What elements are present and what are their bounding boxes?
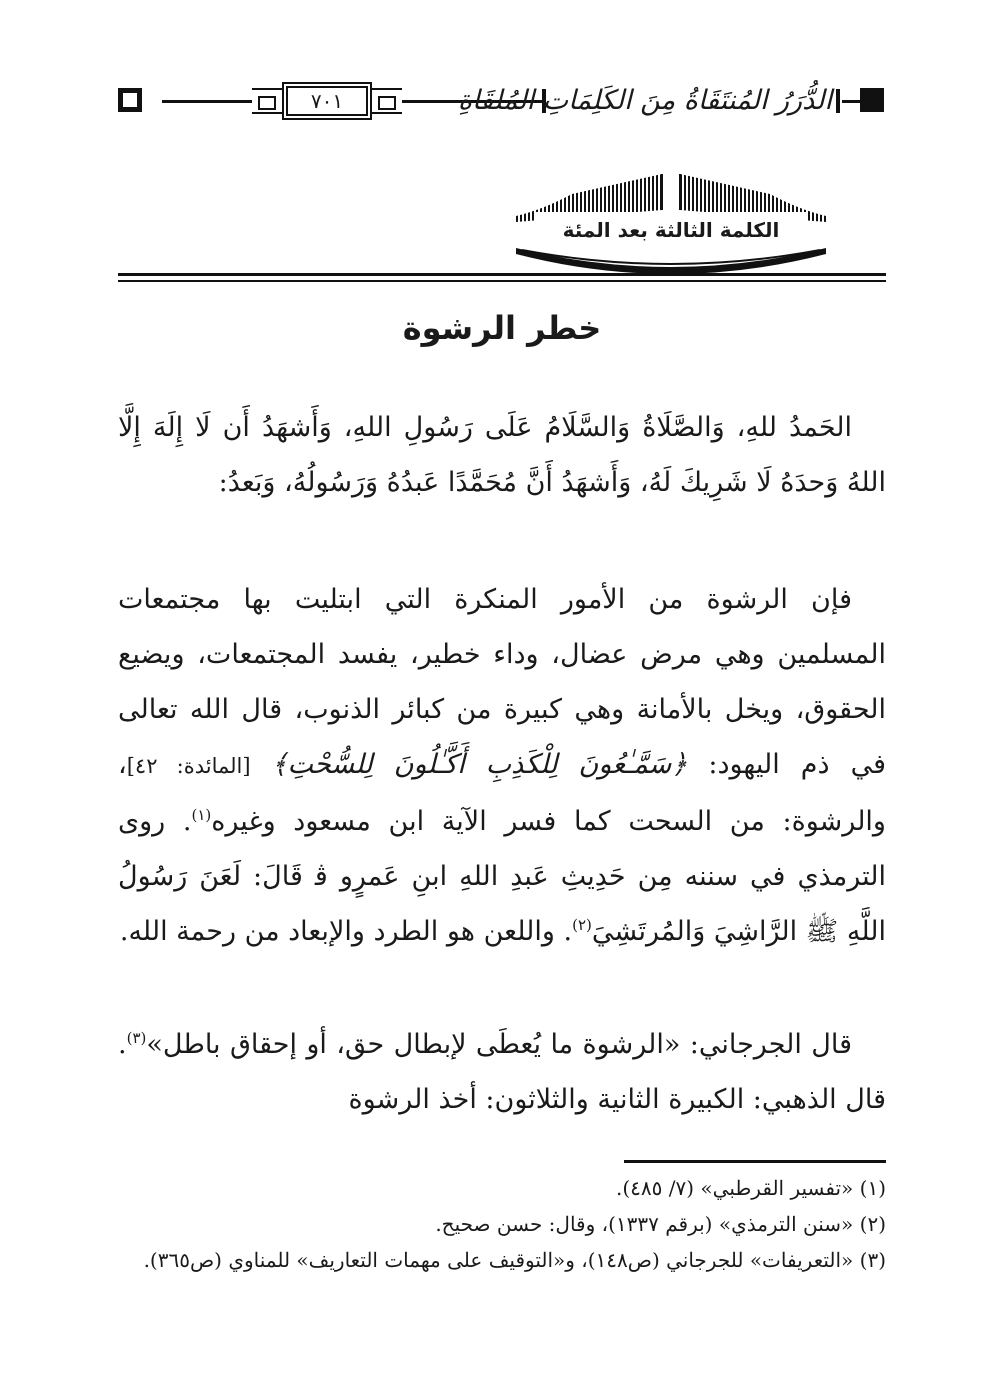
quran-verse: ﴿سَمَّـٰعُونَ لِلْكَذِبِ أَكَّـٰلُونَ لِلسُّحْتِ﴾ [271, 749, 688, 780]
chapter-banner [512, 170, 830, 290]
body-paragraph-2 [118, 572, 886, 959]
opening-paragraph [118, 400, 886, 510]
running-header [118, 72, 884, 132]
header-rule-left [162, 100, 252, 103]
footnote-1: (١) «تفسير القرطبي» (٧/ ٤٨٥). [616, 1176, 886, 1200]
section-divider-top [118, 273, 886, 276]
page-number: ٧٠١ [310, 89, 344, 113]
header-open-square-ornament [118, 88, 142, 112]
footnote-3: (٣) «التعريفات» للجرجاني (ص١٤٨)، و«التوقيف على مهمات التعاريف» للمناوي (ص٣٦٥). [143, 1248, 886, 1272]
article-title: خطر الرشوة [402, 309, 602, 347]
book-title: الدُّرَرُ المُنتَقَاةُ مِنَ الكَلِمَاتِ المُلقَاةِ [457, 85, 832, 116]
paragraph-3-text [118, 1017, 886, 1127]
header-tick-ornament [836, 89, 840, 113]
chapter-label: الكلمة الثالثة بعد المئة [562, 218, 780, 242]
body-paragraph-3 [118, 1017, 886, 1127]
paragraph-3-part-b: . قال الذهبي: الكبيرة الثانية والثلاثون: أخذ الرشوة [118, 1029, 886, 1115]
footnote-separator [624, 1160, 886, 1163]
footnotes [118, 1170, 886, 1278]
footnote-2: (٢) «سنن الترمذي» (برقم ١٣٣٧)، وقال: حسن صحيح. [435, 1212, 886, 1236]
header-rule-right [842, 100, 860, 103]
footnote-marker-3[interactable]: (٣) [126, 1029, 147, 1047]
paragraph-2-part-b: ، والرشوة: من السحت كما فسر الآية ابن مسعود وغيره [118, 749, 886, 837]
paragraph-2-part-d: . واللعن هو الطرد والإبعاد من رحمة الله. [119, 916, 573, 947]
page-number-frame [252, 82, 402, 120]
header-filled-square-ornament [860, 88, 884, 112]
frame-ornament-left [252, 88, 282, 114]
footnote-marker-1[interactable]: (١) [191, 806, 212, 824]
section-divider-bottom [118, 280, 886, 282]
opening-text: الحَمدُ للهِ، وَالصَّلَاةُ وَالسَّلَامُ عَلَى رَسُولِ اللهِ، وَأَشهَدُ أَن لَا إِلَهَ إِلَّا اللهُ وَحدَهُ لَا شَرِيكَ لَهُ، وَأَشهَدُ أَنَّ مُحَمَّدًا عَبدُهُ وَرَسُولُهُ، وَبَعدُ: [118, 412, 886, 498]
paragraph-2-text [118, 572, 886, 959]
paragraph-3-part-a: قال الجرجاني: «الرشوة ما يُعطَى لإبطال حق، أو إحقاق باطل» [146, 1029, 852, 1060]
paragraph-2-part-a: فإن الرشوة من الأمور المنكرة التي ابتليت بها مجتمعات المسلمين وهي مرض عضال، وداء خطير، يفسد المجتمعات، ويضيع الحقوق، ويخل بالأمانة وهي كبيرة من كبائر الذنوب، قال الله تعالى في ذم اليهود: [118, 584, 887, 780]
verse-reference: [المائدة: ٤٢] [126, 754, 251, 778]
footnote-marker-2[interactable]: (٢) [572, 916, 592, 934]
paragraph-2-part-c: . روى الترمذي في سننه مِن حَدِيثِ عَبدِ اللهِ ابنِ عَمرٍو ﭬ قَالَ: لَعَنَ رَسُولُ اللَّهِ ﷺ الرَّاشِيَ وَالمُرتَشِيَ [118, 806, 886, 947]
frame-ornament-right [372, 88, 402, 114]
